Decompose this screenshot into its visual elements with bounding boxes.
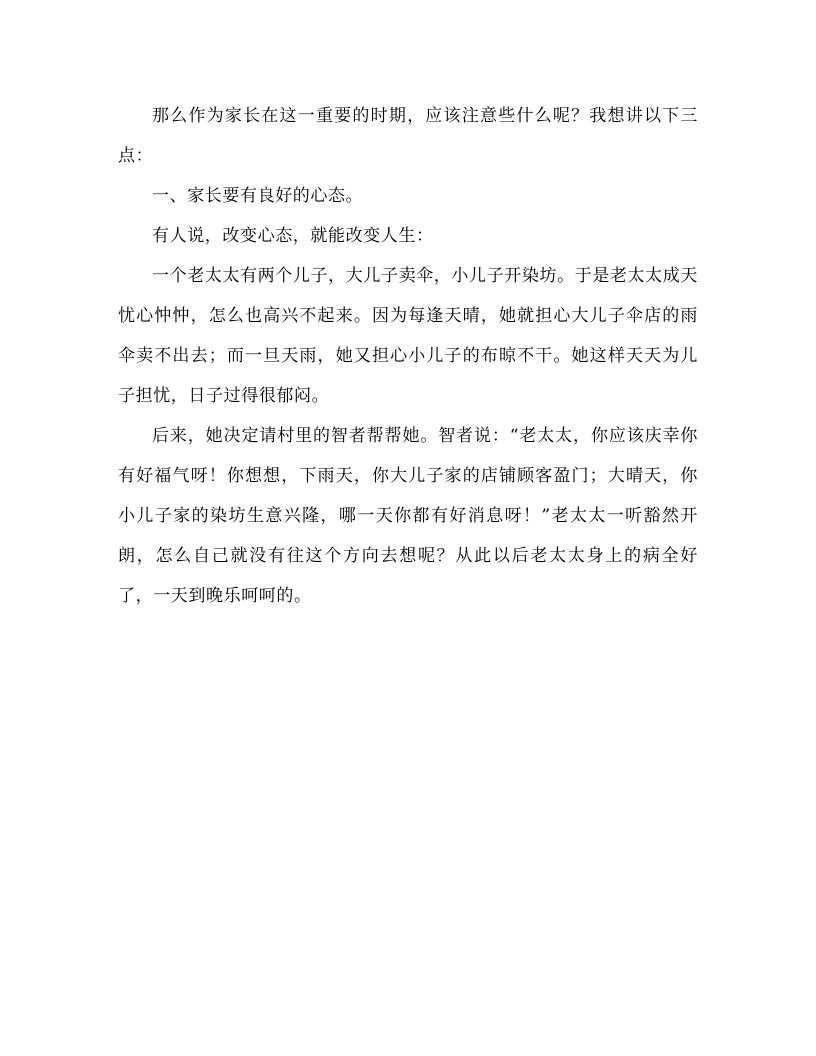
paragraph-story-resolution: 后来，她决定请村里的智者帮帮她。智者说：“老太太，你应该庆幸你有好福气呀！你想想，下雨天，你大儿子家的店铺顾客盈门；大晴天，你小儿子家的染坊生意兴隆，哪一天你都有好消息呀！”老太太一听豁然开朗，怎么自己就没有往这个方向去想呢？从此以后老太太身上的病全好了，一天到晚乐呵呵的。	[118, 426, 698, 606]
paragraph-point-one-heading: 一、家长要有良好的心态。	[152, 186, 364, 206]
paragraph-story-worry: 一个老太太有两个儿子，大儿子卖伞，小儿子开染坊。于是老太太成天忧心忡忡，怎么也高兴不起来。因为每逢天晴，她就担心大儿子伞店的雨伞卖不出去；而一旦天雨，她又担心小儿子的布晾不干。她这样天天为儿子担忧，日子过得很郁闷。	[118, 266, 698, 406]
paragraph-intro-question: 那么作为家长在这一重要的时期，应该注意些什么呢？我想讲以下三点：	[118, 106, 698, 166]
paragraph-saying: 有人说，改变心态，就能改变人生：	[152, 226, 434, 246]
document-body	[118, 96, 698, 616]
